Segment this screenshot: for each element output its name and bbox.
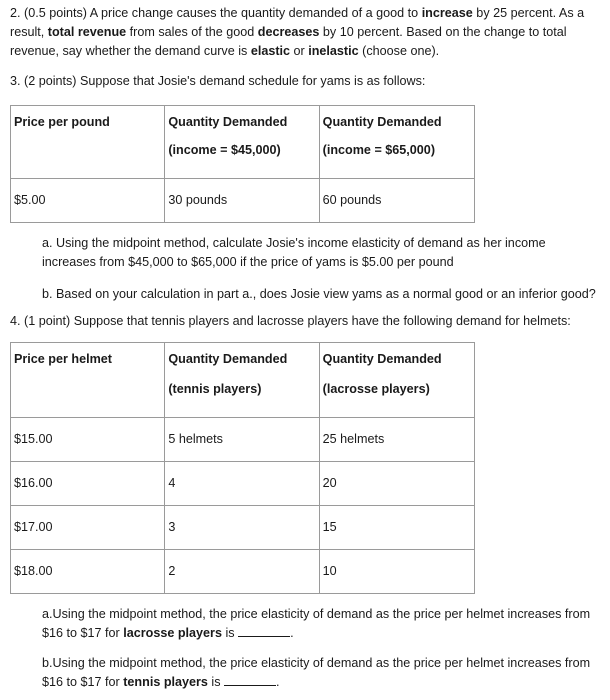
table-cell: $16.00 <box>11 462 165 506</box>
question-4b: b.Using the midpoint method, the price elasticity of demand as the price per helmet increases from $16 to $17 for tennis players is . <box>42 656 591 689</box>
question-4a: a.Using the midpoint method, the price elasticity of demand as the price per helmet increases from $16 to $17 for lacrosse players is . <box>42 607 591 640</box>
table-header-row <box>11 106 475 179</box>
table-cell: 30 pounds <box>165 179 319 223</box>
header-quantity-2: Quantity Demanded <box>322 352 442 366</box>
header-lacrosse: (lacrosse players) <box>322 382 430 396</box>
table-cell: 5 helmets <box>165 418 319 462</box>
header-income-2: (income = $65,000) <box>322 143 436 157</box>
header-quantity-1: Quantity Demanded <box>168 352 288 366</box>
header-price: Price per pound <box>14 115 110 129</box>
table-cell: 10 <box>319 550 474 594</box>
table-cell: $5.00 <box>11 179 165 223</box>
table-row <box>11 179 475 223</box>
bold-decreases: decreases <box>257 25 320 39</box>
header-price: Price per helmet <box>14 352 112 366</box>
header-cell <box>165 343 319 418</box>
header-quantity-2: Quantity Demanded <box>322 115 442 129</box>
question-3-intro: 3. (2 points) Suppose that Josie's demand schedule for yams is as follows: <box>10 74 426 88</box>
table-row <box>11 506 475 550</box>
table-cell: 15 <box>319 506 474 550</box>
bold-increase: increase <box>421 6 473 20</box>
table-cell: 60 pounds <box>319 179 474 223</box>
bold-tennis-players: tennis players <box>123 675 208 689</box>
bold-lacrosse-players: lacrosse players <box>123 626 222 640</box>
header-cell <box>319 106 474 179</box>
header-tennis: (tennis players) <box>168 382 262 396</box>
header-income-1: (income = $45,000) <box>168 143 281 157</box>
table-cell: 3 <box>165 506 319 550</box>
question-3a: a. Using the midpoint method, calculate Josie's income elasticity of demand as her income increases from $45,000 to $65,000 if the price of yams is $5.00 per pound <box>42 236 546 269</box>
table-row <box>11 462 475 506</box>
table-cell: 20 <box>319 462 474 506</box>
helmet-demand-table <box>10 342 475 594</box>
bold-inelastic: inelastic <box>308 44 359 58</box>
header-cell <box>165 106 319 179</box>
bold-elastic: elastic <box>250 44 291 58</box>
question-3b: b. Based on your calculation in part a., does Josie view yams as a normal good or an inferior good? <box>42 287 596 301</box>
table-cell: $17.00 <box>11 506 165 550</box>
answer-blank-4b[interactable] <box>224 673 276 686</box>
table-header-row <box>11 343 475 418</box>
table-row <box>11 550 475 594</box>
header-cell <box>11 106 165 179</box>
table-cell: 2 <box>165 550 319 594</box>
answer-blank-4a[interactable] <box>238 624 290 637</box>
question-2: 2. (0.5 points) A price change causes the quantity demanded of a good to increase by 25 percent. As a result, total revenue from sales of the good decreases by 10 percent. Based on the change to total revenue, say whether the demand curve is elastic or inelastic (choose one). <box>10 6 585 58</box>
yam-demand-table <box>10 105 475 223</box>
table-row <box>11 418 475 462</box>
table-cell: $18.00 <box>11 550 165 594</box>
bold-total-revenue: total revenue <box>47 25 127 39</box>
header-quantity-1: Quantity Demanded <box>168 115 288 129</box>
table-cell: 4 <box>165 462 319 506</box>
header-cell <box>319 343 474 418</box>
table-cell: 25 helmets <box>319 418 474 462</box>
table-cell: $15.00 <box>11 418 165 462</box>
header-cell <box>11 343 165 418</box>
question-4-intro: 4. (1 point) Suppose that tennis players and lacrosse players have the following demand for helmets: <box>10 314 571 328</box>
